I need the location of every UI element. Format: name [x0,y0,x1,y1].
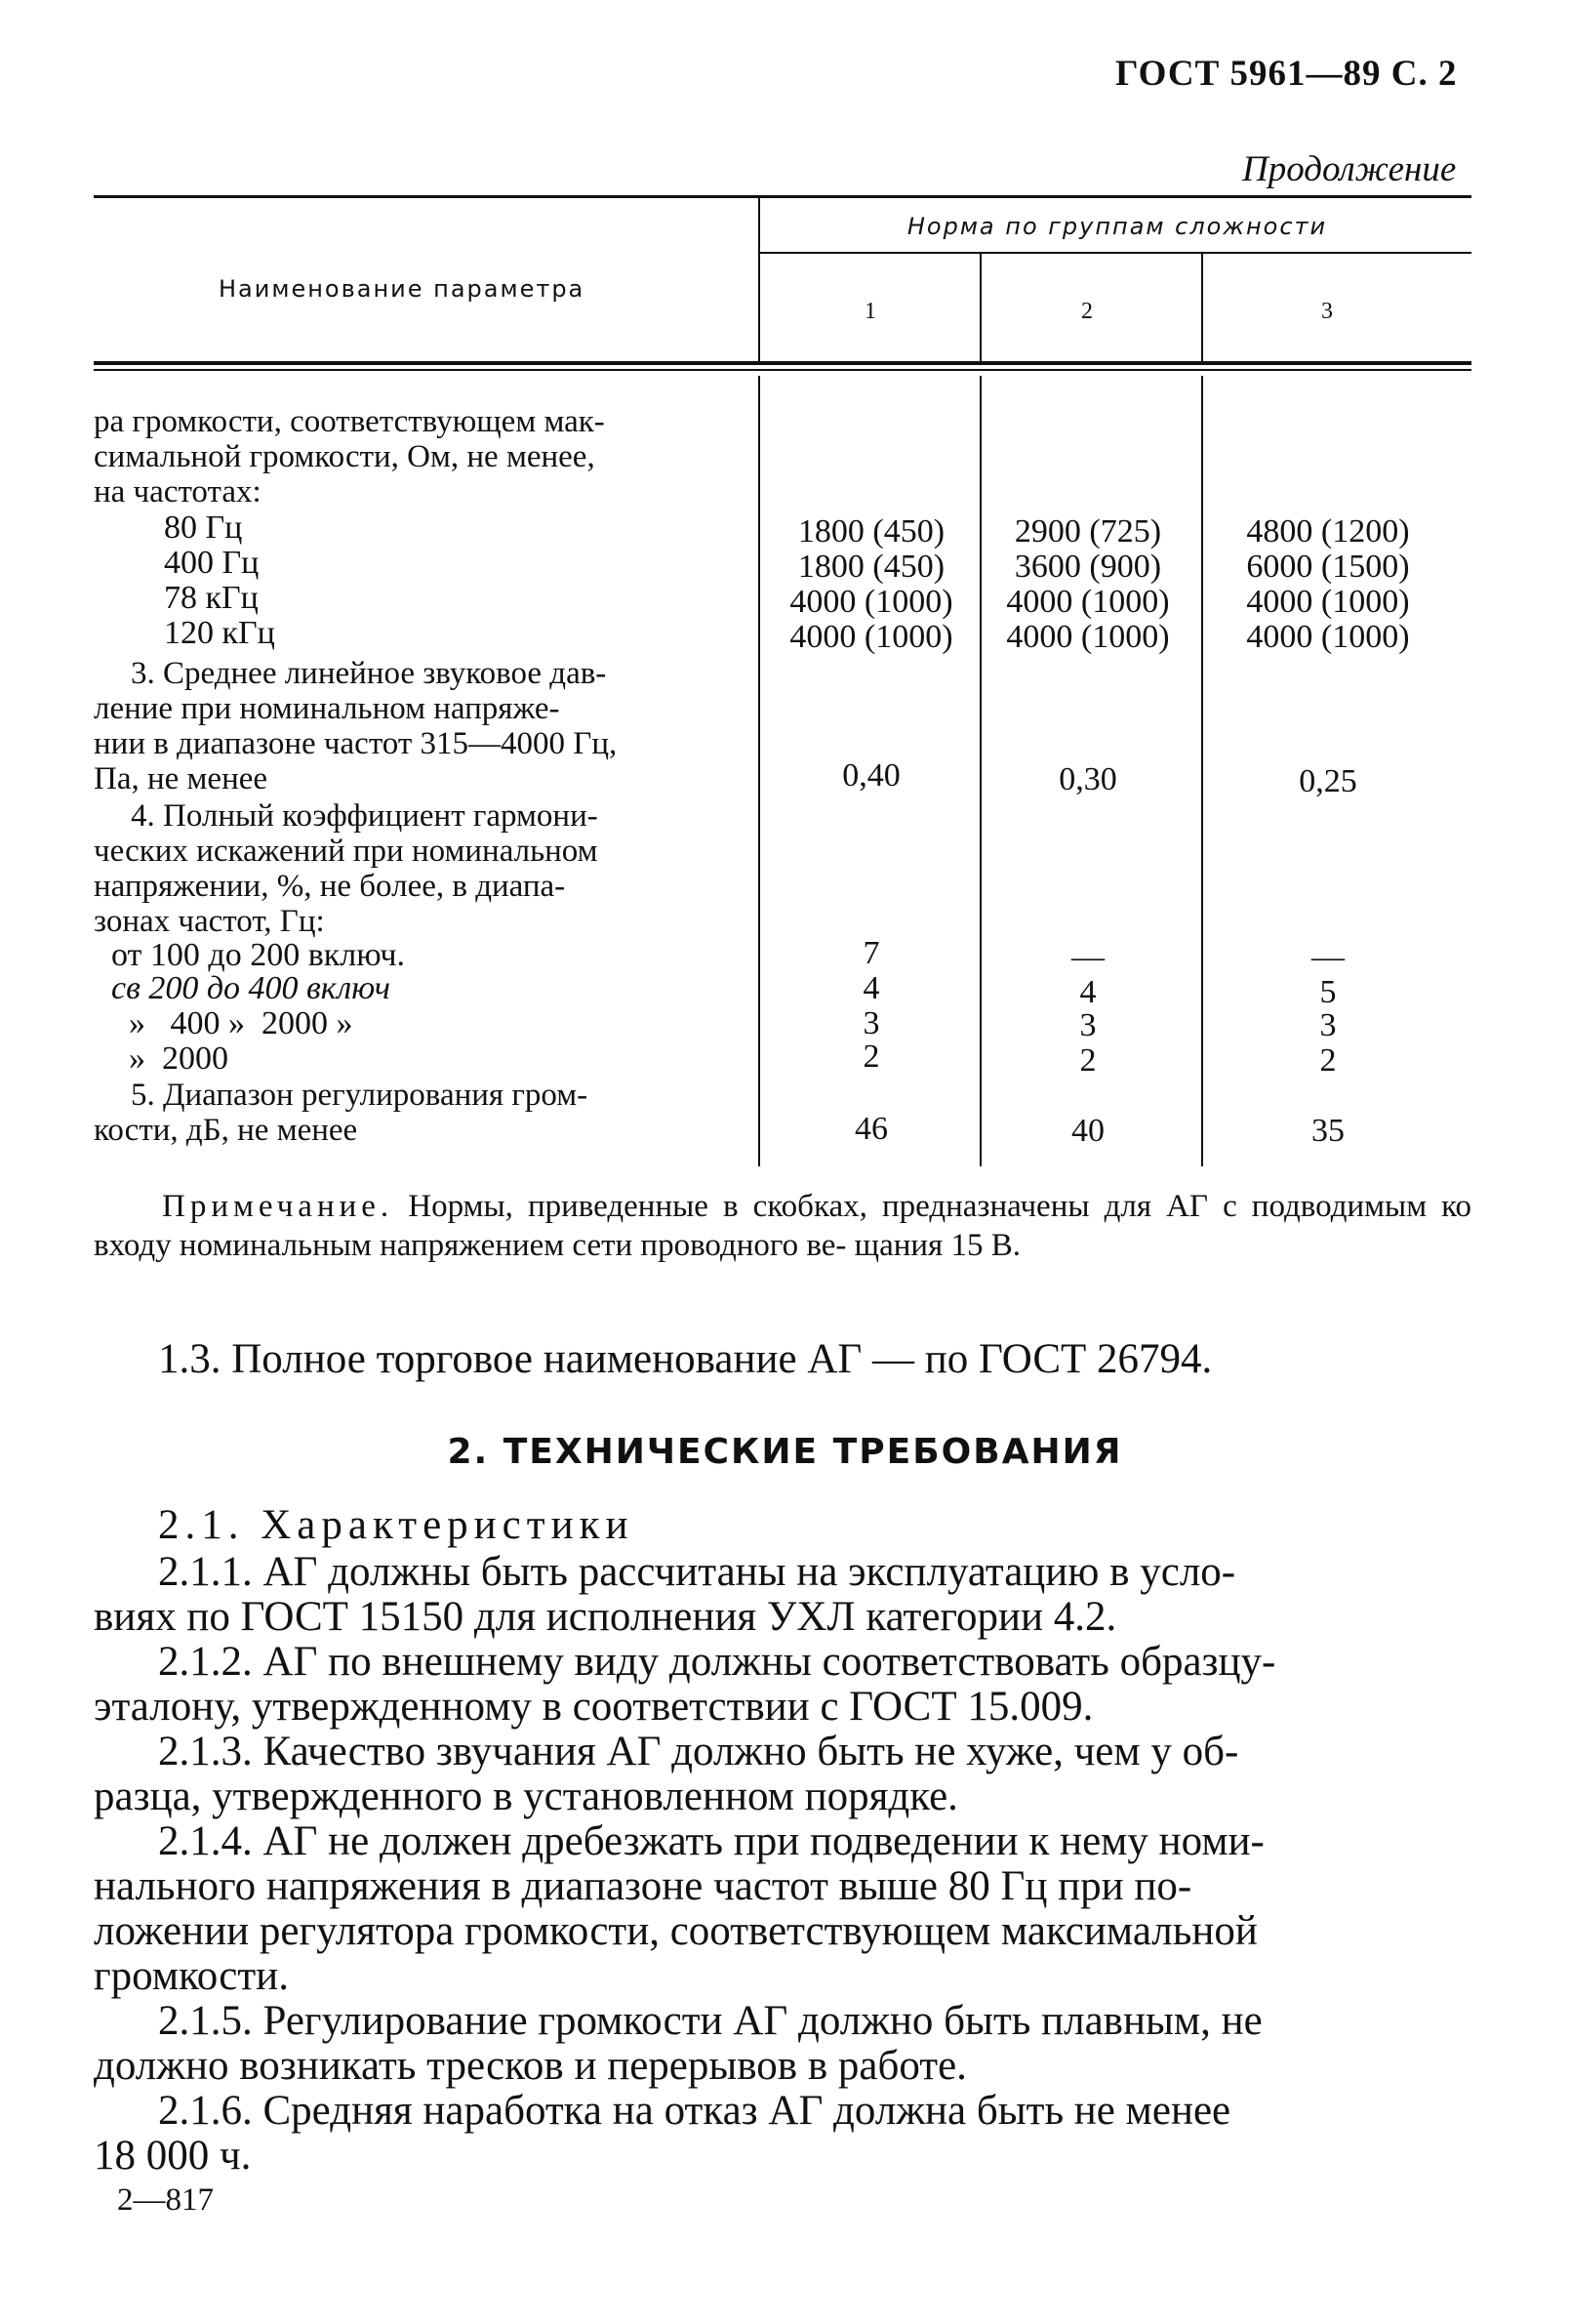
paragraph-line: 2.1.5. Регулирование громкости АГ должно быть плавным, не [158,1998,1263,2044]
table-header-bottom-rule [94,361,1471,365]
table-col-divider-3 [1201,254,1203,361]
row4-value: 3 [863,1005,880,1041]
row5-value: 40 [1071,1113,1105,1149]
row4-value: 2 [863,1039,880,1075]
group-header-rule [759,252,1471,254]
row2-value: 4000 (1000) [1246,584,1410,620]
row2-line-1: ра громкости, соответствующем мак- [94,404,605,439]
row2-value: 6000 (1500) [1246,549,1410,585]
row4-value: 2 [1319,1042,1337,1079]
paragraph-line: 2.1.6. Средняя наработка на отказ АГ должна быть не менее [158,2088,1231,2134]
row2-value: 4800 (1200) [1246,513,1410,550]
row5-value: 35 [1311,1113,1345,1149]
row4-value: 3 [1079,1007,1097,1043]
document-header: ГОСТ 5961—89 С. 2 [1115,54,1458,94]
row3-value: 0,40 [842,757,901,794]
section-title: 2. ТЕХНИЧЕСКИЕ ТРЕБОВАНИЯ [447,1432,1123,1472]
row3-value: 0,30 [1059,761,1117,797]
paragraph-line: 18 000 ч. [94,2133,252,2179]
table-header-bottom-rule-2 [94,369,1471,371]
table-body-divider-2 [980,376,982,1166]
table-note [94,1187,1471,1265]
row2-line-2: симальной громкости, Ом, не менее, [94,439,595,474]
continuation-label: Продолжение [1242,149,1457,189]
row4-value: 4 [863,970,880,1006]
row5-line-2: кости, дБ, не менее [94,1113,358,1148]
row4-line-2: ческих искажений при номинальном [94,834,598,869]
row4-line-4: зонах частот, Гц: [94,904,325,939]
paragraph-line: должно возникать тресков и перерывов в работе. [94,2043,967,2089]
row3-line-2: ление при номинальном напряже- [94,691,560,726]
row2-value: 4000 (1000) [789,584,953,620]
row2-value: 4000 (1000) [1246,619,1410,655]
row4-line-1: 4. Полный коэффициент гармони- [131,798,598,834]
col-header-norm: Норма по группам сложности [906,213,1328,240]
col-header-group-2: 2 [1081,299,1095,324]
row4-sub-label: » 400 » 2000 » [129,1005,353,1041]
row3-line-1: 3. Среднее линейное звуковое дав- [131,656,607,691]
row2-sub-label: 400 Гц [164,545,260,581]
row4-value: — [1311,939,1345,975]
row2-value: 3600 (900) [1014,549,1162,585]
row3-line-4: Па, не менее [94,761,268,796]
paragraph-1-3: 1.3. Полное торговое наименование АГ — по ГОСТ 26794. [158,1336,1213,1382]
row4-value: 3 [1319,1007,1337,1043]
col-header-group-3: 3 [1321,299,1335,324]
row5-line-1: 5. Диапазон регулирования гром- [131,1078,588,1113]
row4-value: 5 [1319,974,1337,1010]
row5-value: 46 [855,1111,888,1147]
row4-sub-label: от 100 до 200 включ. [111,937,405,973]
table-body-divider-3 [1201,376,1203,1166]
paragraph-line: разца, утвержденного в установленном порядке. [94,1774,958,1819]
row2-value: 1800 (450) [797,513,946,550]
row2-value: 2900 (725) [1014,513,1162,550]
row4-value: — [1071,939,1105,975]
row4-line-3: напряжении, %, не более, в диапа- [94,869,566,904]
row2-value: 4000 (1000) [789,619,953,655]
table-col-divider-2 [980,254,982,361]
page-footer-signature: 2—817 [117,2182,214,2218]
paragraph-line: ложении регулятора громкости, соответствующем максимальной [94,1908,1258,1954]
row4-sub-label: св 200 до 400 включ [111,970,390,1006]
note-label: Примечание. [162,1189,394,1224]
row2-sub-label: 80 Гц [164,510,243,546]
paragraph-line: 2.1.2. АГ по внешнему виду должны соответствовать образцу- [158,1639,1276,1685]
row3-value: 0,25 [1299,763,1357,799]
note-text: Нормы, приведенные в скобках, предназначены для АГ с подводимым ко входу номинальным напряжением сети проводного ве- щания 15 В. [94,1189,1472,1263]
row2-sub-label: 120 кГц [164,615,275,651]
table-col-divider-1 [758,198,760,361]
row4-value: 7 [863,935,880,971]
row2-line-3: на частотах: [94,474,262,510]
row3-line-3: нии в диапазоне частот 315—4000 Гц, [94,726,618,761]
table-body-divider-1 [758,376,760,1166]
row4-value: 2 [1079,1042,1097,1079]
table-top-rule [94,195,1471,198]
row2-value: 1800 (450) [797,549,946,585]
paragraph-line: 2.1.1. АГ должны быть рассчитаны на эксплуатацию в усло- [158,1549,1236,1595]
row4-value: 4 [1079,974,1097,1010]
row2-sub-label: 78 кГц [164,580,259,616]
paragraph-line: 2.1.3. Качество звучания АГ должно быть не хуже, чем у об- [158,1729,1239,1774]
row2-value: 4000 (1000) [1006,619,1170,655]
paragraph-line: эталону, утвержденному в соответствии с ГОСТ 15.009. [94,1684,1094,1730]
paragraph-line: виях по ГОСТ 15150 для исполнения УХЛ категории 4.2. [94,1594,1117,1640]
subsection-title: 2.1. Характеристики [158,1502,634,1548]
paragraph-line: громкости. [94,1953,289,1999]
row2-value: 4000 (1000) [1006,584,1170,620]
paragraph-line: нального напряжения в диапазоне частот выше 80 Гц при по- [94,1863,1192,1909]
col-header-group-1: 1 [865,299,878,324]
row4-sub-label: » 2000 [129,1040,228,1077]
paragraph-line: 2.1.4. АГ не должен дребезжать при подведении к нему номи- [158,1818,1265,1864]
col-header-parameter: Наименование параметра [219,275,585,303]
